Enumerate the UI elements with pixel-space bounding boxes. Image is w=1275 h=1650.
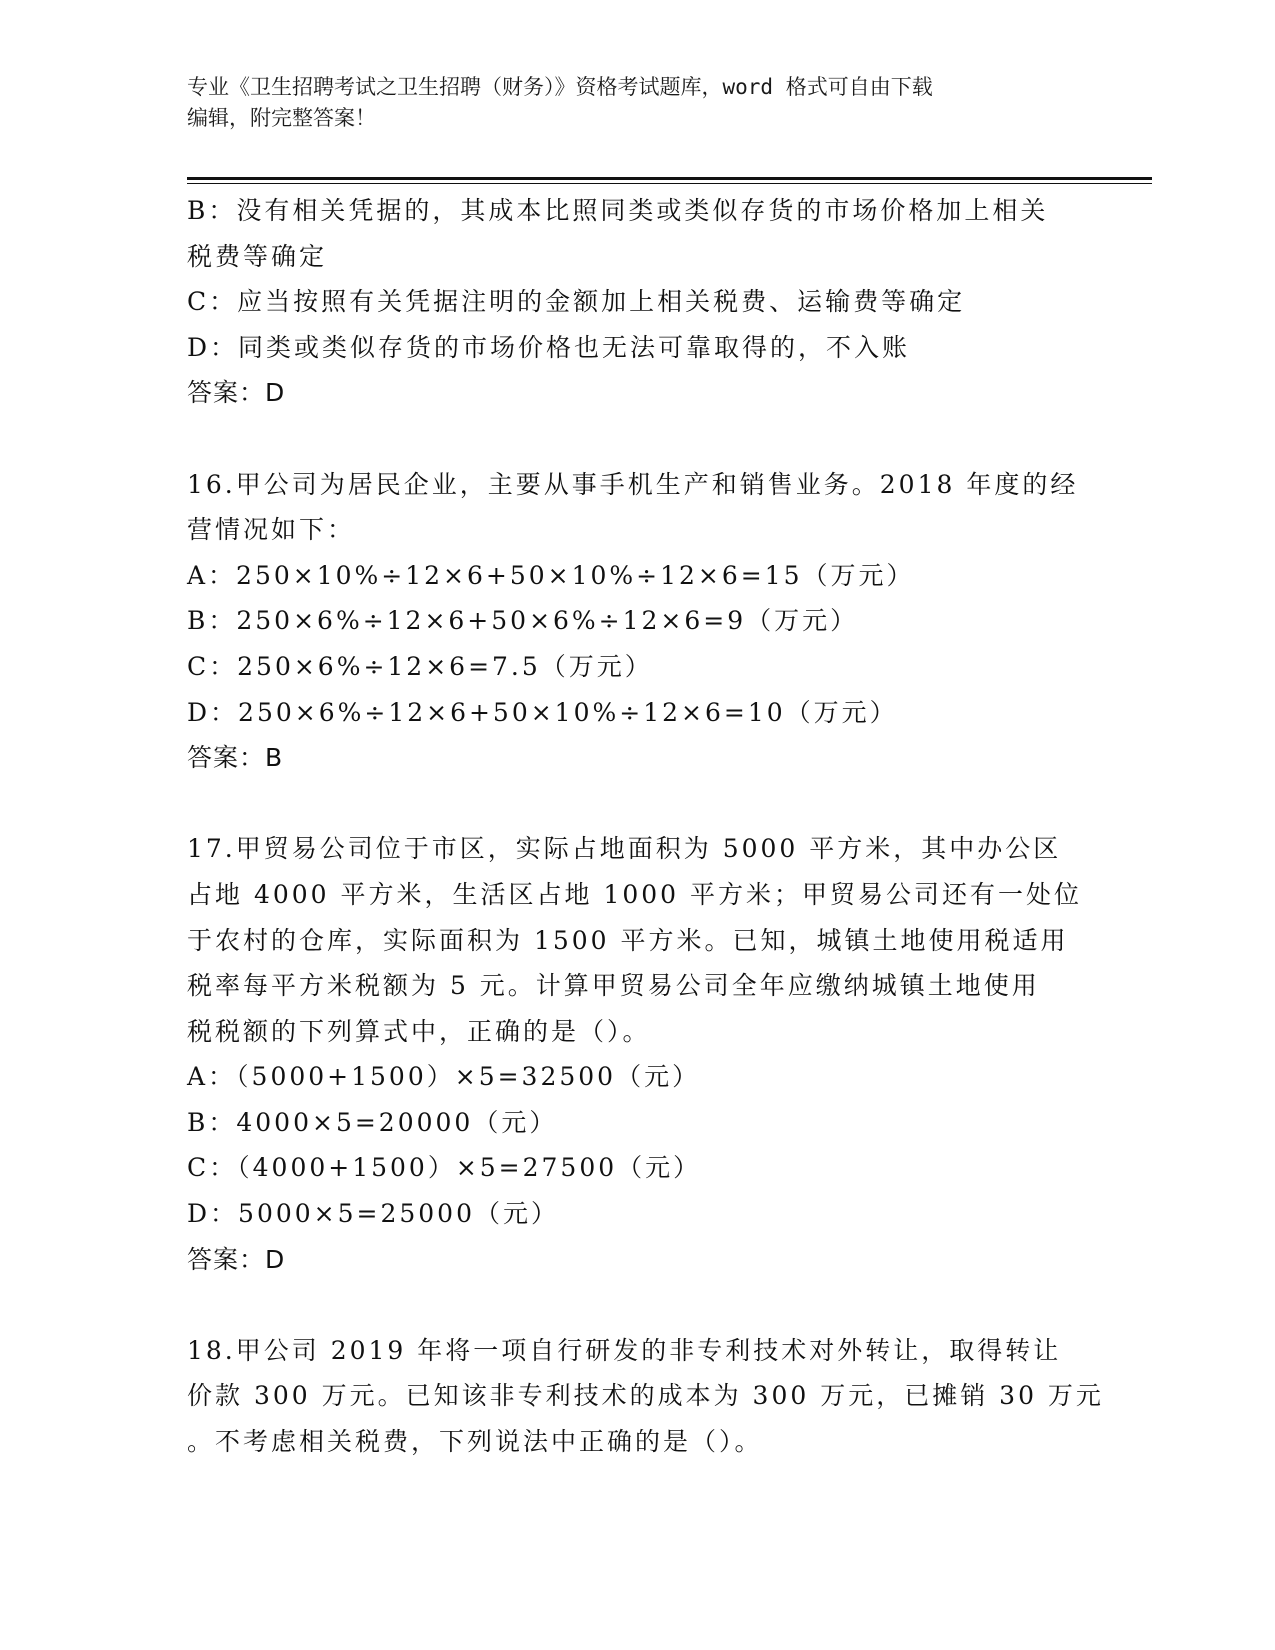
question-15 xyxy=(187,188,1087,416)
q17-option-a: A：（5000+1500）×5=32500（元） xyxy=(187,1062,701,1092)
question-content xyxy=(187,188,1104,1465)
question-17 xyxy=(187,826,1087,1282)
header-title-line-2: 编辑，附完整答案！ xyxy=(187,106,376,130)
q17-stem-line-1: 17.甲贸易公司位于市区，实际占地面积为 5000 平方米，其中办公区 xyxy=(187,834,1062,864)
spacer xyxy=(187,1282,1087,1328)
q15-answer: 答案：D xyxy=(187,378,286,408)
header-title-line-1: 专业《卫生招聘考试之卫生招聘（财务）》资格考试题库，word 格式可自由下载 xyxy=(187,75,933,99)
q18-stem-line-3: 。不考虑相关税费，下列说法中正确的是（）。 xyxy=(187,1427,763,1457)
q15-option-d: D：同类或类似存货的市场价格也无法可靠取得的，不入账 xyxy=(187,332,911,362)
document-header xyxy=(187,72,1067,134)
q17-stem-line-5: 税税额的下列算式中，正确的是（）。 xyxy=(187,1016,651,1046)
q18-stem-line-2: 价款 300 万元。已知该非专利技术的成本为 300 万元，已摊销 30 万元 xyxy=(187,1381,1104,1411)
q17-option-b: B：4000×5=20000（元） xyxy=(187,1107,558,1137)
header-divider-thick xyxy=(187,177,1152,180)
q17-stem-line-4: 税率每平方米税额为 5 元。计算甲贸易公司全年应缴纳城镇土地使用 xyxy=(187,971,1040,1001)
q16-option-a: A：250×10%÷12×6+50×10%÷12×6=15（万元） xyxy=(187,560,915,590)
q17-answer: 答案：D xyxy=(187,1244,286,1274)
q17-stem-line-3: 于农村的仓库，实际面积为 1500 平方米。已知，城镇土地使用税适用 xyxy=(187,925,1069,955)
spacer xyxy=(187,416,1087,462)
q15-option-b-line-2: 税费等确定 xyxy=(187,241,328,271)
q16-stem-line-2: 营情况如下： xyxy=(187,515,356,545)
question-18 xyxy=(187,1328,1104,1465)
q17-option-d: D：5000×5=25000（元） xyxy=(187,1199,559,1229)
q16-option-b: B：250×6%÷12×6+50×6%÷12×6=9（万元） xyxy=(187,606,859,636)
q15-option-c: C：应当按照有关凭据注明的金额加上相关税费、运输费等确定 xyxy=(187,287,966,317)
spacer xyxy=(187,781,1087,827)
q17-option-c: C：（4000+1500）×5=27500（元） xyxy=(187,1153,702,1183)
q16-answer: 答案：B xyxy=(187,743,284,773)
question-16 xyxy=(187,462,1087,781)
q16-stem-line-1: 16.甲公司为居民企业，主要从事手机生产和销售业务。2018 年度的经 xyxy=(187,469,1079,499)
q16-option-d: D：250×6%÷12×6+50×10%÷12×6=10（万元） xyxy=(187,697,898,727)
q15-option-b-line-1: B：没有相关凭据的，其成本比照同类或类似存货的市场价格加上相关 xyxy=(187,196,1049,225)
header-divider-thin xyxy=(187,183,1152,184)
q17-stem-line-2: 占地 4000 平方米，生活区占地 1000 平方米；甲贸易公司还有一处位 xyxy=(187,879,1083,909)
q16-option-c: C：250×6%÷12×6=7.5（万元） xyxy=(187,651,653,681)
q18-stem-line-1: 18.甲公司 2019 年将一项自行研发的非专利技术对外转让，取得转让 xyxy=(187,1335,1062,1365)
